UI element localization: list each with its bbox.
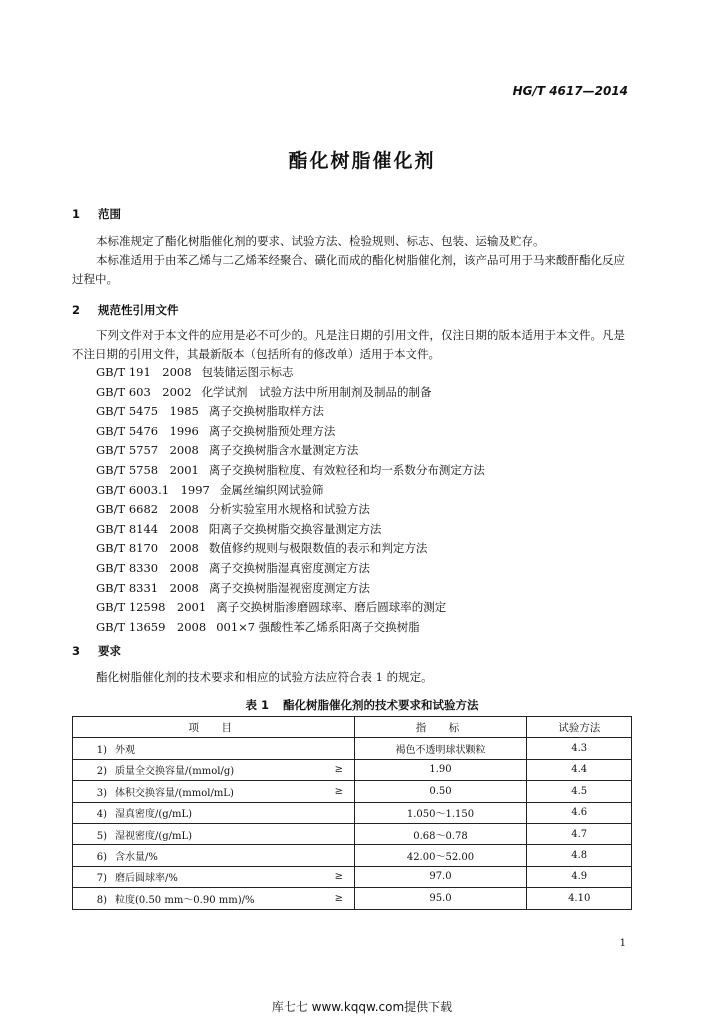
reference-code: GB/T 8170 2008 [96,541,199,556]
method-cell: 4.5 [527,781,632,802]
section-number: 3 [72,644,81,658]
reference-title: 离子交换树脂粒度、有效粒径和均一系数分布测定方法 [208,462,485,477]
section-title: 要求 [98,644,122,658]
download-source-footer: 库七七 www.kqqw.com提供下载 [271,1000,453,1014]
table-header-row [73,717,632,738]
item-cell [73,845,325,866]
item-cell [73,866,325,887]
method-cell: 4.4 [527,759,632,780]
table-caption [0,697,724,713]
table-row [73,802,632,823]
reference-item [96,481,485,501]
section-1-heading [72,206,121,222]
standard-number: HG/T 4617—2014 [512,84,628,98]
reference-item [96,579,485,599]
section-number: 2 [72,303,81,317]
header-item: 项 目 [73,717,355,738]
reference-title: 包装储运图示标志 [201,365,294,379]
item-number: 7) [96,873,107,885]
indicator-cell: 0.68～0.78 [354,823,527,844]
section-title: 规范性引用文件 [98,303,179,317]
reference-item [96,500,485,520]
reference-code: GB/T 603 2002 [96,384,192,399]
requirements-paragraph: 酯化树脂催化剂的技术要求和相应的试验方法应符合表 1 的规定。 [96,670,433,684]
scope-paragraph-1: 本标准规定了酯化树脂催化剂的要求、试验方法、检验规则、标志、包装、运输及贮存。 [96,234,545,248]
item-cell [73,802,325,823]
reference-title: 离子交换树脂取样方法 [208,404,324,419]
item-name: 外观 [115,745,135,757]
item-number: 3) [96,787,107,799]
table-row [73,866,632,887]
table-caption-label: 表 1 [245,698,269,712]
reference-title: 金属丝编织网试验筛 [219,482,324,497]
comparator-cell [324,845,354,866]
table-caption-title: 酯化树脂催化剂的技术要求和试验方法 [283,698,479,712]
item-number: 2) [96,766,107,778]
reference-item [96,383,485,403]
reference-code: GB/T 5475 1985 [96,404,199,419]
item-cell [73,781,325,802]
header-method: 试验方法 [527,717,632,738]
reference-item [96,520,485,540]
item-name: 含水量/% [115,852,158,864]
reference-title: 离子交换树脂渗磨圆球率、磨后圆球率的测定 [216,600,447,615]
page-number: 1 [619,938,626,949]
reference-title: 离子交换树脂含水量测定方法 [208,443,359,458]
comparator-cell: ≥ [324,866,354,887]
table-row [73,823,632,844]
indicator-cell: 0.50 [354,781,527,802]
item-name: 磨后圆球率/% [115,873,178,885]
reference-title: 分析实验室用水规格和试验方法 [208,502,370,517]
reference-item [96,402,485,422]
document-title: 酯化树脂催化剂 [288,150,436,172]
item-name: 粒度(0.50 mm～0.90 mm)/% [115,894,255,906]
indicator-cell: 1.050～1.150 [354,802,527,823]
item-number: 5) [96,830,107,842]
method-cell: 4.9 [527,866,632,887]
reference-title: 化学试剂 试验方法中所用制剂及制品的制备 [201,384,432,399]
reference-code: GB/T 6003.1 1997 [96,482,210,497]
item-name: 湿真密度/(g/mL) [115,809,193,821]
reference-code: GB/T 8144 2008 [96,521,199,536]
comparator-cell: ≥ [324,759,354,780]
reference-code: GB/T 8331 2008 [96,580,199,595]
spec-table [72,716,632,910]
reference-code: GB/T 6682 2008 [96,502,199,517]
reference-code: GB/T 191 2008 [96,365,192,379]
item-number: 8) [96,894,107,906]
item-name: 体积交换容量/(mmol/mL) [115,787,234,799]
item-cell [73,759,325,780]
reference-title: 001×7 强酸性苯乙烯系阳离子交换树脂 [216,619,420,634]
reference-item [96,559,485,579]
reference-title: 阳离子交换树脂交换容量测定方法 [208,521,382,536]
comparator-cell: ≥ [324,888,354,909]
table-row [73,781,632,802]
indicator-cell: 42.00～52.00 [354,845,527,866]
reference-title: 数值修约规则与极限数值的表示和判定方法 [208,541,428,556]
item-cell [73,738,325,759]
reference-code: GB/T 5758 2001 [96,462,199,477]
item-number: 1) [96,745,107,757]
item-number: 6) [96,852,107,864]
reference-item [96,539,485,559]
item-name: 湿视密度/(g/mL) [115,830,193,842]
reference-item [96,598,485,618]
section-3-heading [72,643,121,659]
reference-code: GB/T 12598 2001 [96,600,207,615]
comparator-cell [324,823,354,844]
method-cell: 4.7 [527,823,632,844]
scope-paragraph-2: 本标准适用于由苯乙烯与二乙烯苯经聚合、磺化而成的酯化树脂催化剂，该产品可用于马来酸酐酯化反应过程中。 [72,253,625,286]
item-number: 4) [96,809,107,821]
section-2-heading [72,302,179,318]
method-cell: 4.3 [527,738,632,759]
reference-code: GB/T 5757 2008 [96,443,199,458]
item-cell [73,823,325,844]
header-indicator: 指 标 [354,717,527,738]
reference-title: 离子交换树脂预处理方法 [208,423,336,438]
table-row [73,738,632,759]
item-name: 质量全交换容量/(mmol/g) [115,766,235,778]
reference-item [96,618,485,638]
table-row [73,845,632,866]
reference-code: GB/T 13659 2008 [96,619,207,634]
indicator-cell: 95.0 [354,888,527,909]
reference-title: 离子交换树脂湿真密度测定方法 [208,560,370,575]
reference-item [96,441,485,461]
reference-title: 离子交换树脂湿视密度测定方法 [208,580,370,595]
item-cell [73,888,325,909]
indicator-cell: 97.0 [354,866,527,887]
indicator-cell: 1.90 [354,759,527,780]
reference-item [96,363,485,383]
normative-reference-list [96,363,485,637]
reference-code: GB/T 8330 2008 [96,560,199,575]
indicator-cell: 褐色不透明球状颗粒 [354,738,527,759]
method-cell: 4.10 [527,888,632,909]
section-number: 1 [72,207,81,221]
reference-item [96,461,485,481]
reference-code: GB/T 5476 1996 [96,423,199,438]
comparator-cell: ≥ [324,781,354,802]
reference-item [96,422,485,442]
method-cell: 4.6 [527,802,632,823]
comparator-cell [324,738,354,759]
comparator-cell [324,802,354,823]
references-intro-paragraph: 下列文件对于本文件的应用是必不可少的。凡是注日期的引用文件，仅注日期的版本适用于本文件。凡是不注日期的引用文件，其最新版本（包括所有的修改单）适用于本文件。 [72,328,625,361]
method-cell: 4.8 [527,845,632,866]
table-row [73,888,632,909]
section-title: 范围 [98,207,122,221]
table-row [73,759,632,780]
